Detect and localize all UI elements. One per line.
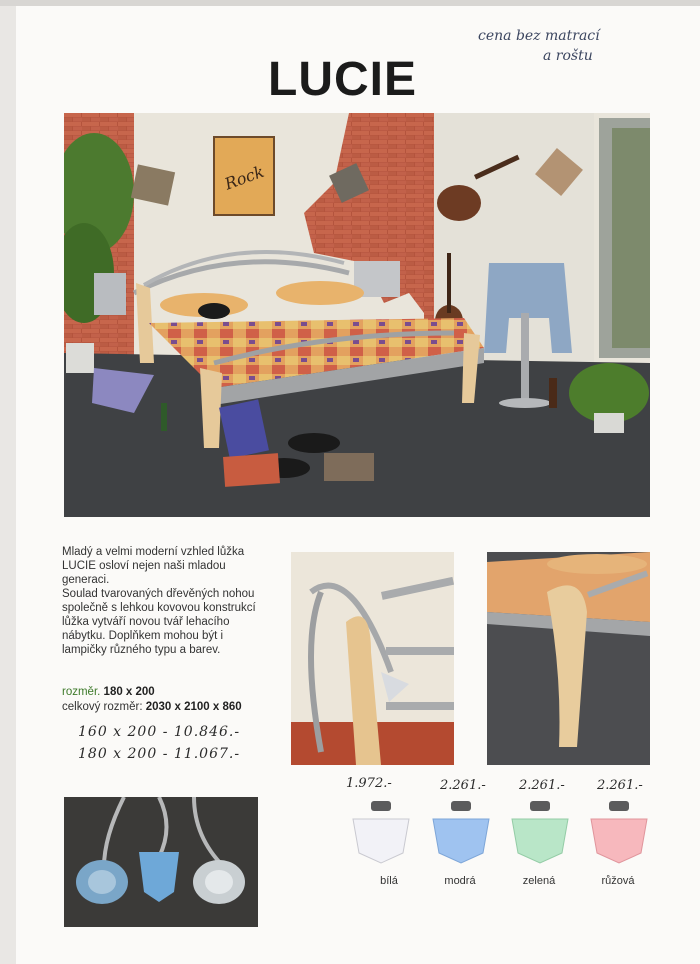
lamps-photo <box>64 797 258 927</box>
product-title: LUCIE <box>268 53 417 106</box>
size-value: 180 x 200 <box>103 686 155 698</box>
poster-text: Rock <box>222 161 267 194</box>
handwritten-note-line1: cena bez matrací <box>478 28 600 44</box>
description-para2: Soulad tvarovaných dřevěných nohou společně s lehkou kovovou konstrukcí lůžka vytváří novou tvář lehacího nábytku. Doplňkem mohou být i lampičky různého typu a barev. <box>62 588 256 656</box>
size-label: rozměr. <box>62 686 101 698</box>
main-bedroom-photo <box>64 113 650 517</box>
lamp-label-white: bílá <box>380 875 398 887</box>
lamp-price-blue: 2.261.- <box>440 778 486 793</box>
lamp-price-pink: 2.261.- <box>597 778 643 793</box>
lamp-price-green: 2.261.- <box>519 778 565 793</box>
description-para1: Mladý a velmi moderní vzhled lůžka LUCIE osloví nejen naši mladou generaci. <box>62 546 245 586</box>
headboard-detail-photo <box>291 552 454 765</box>
size-spec <box>62 686 155 698</box>
handwritten-size: 180 x 200 <box>78 746 158 762</box>
lamp-label-pink: růžová <box>601 875 635 887</box>
total-size-label: celkový rozměr: <box>62 701 143 713</box>
handwritten-note-line2: a roštu <box>543 48 593 64</box>
bedroom-illustration <box>64 113 650 517</box>
handwritten-price: 11.067.- <box>173 746 241 762</box>
bed-leg-illustration <box>487 552 650 765</box>
handwritten-price: 10.846.- <box>173 724 241 740</box>
total-size-value: 2030 x 2100 x 860 <box>145 701 242 713</box>
product-description <box>62 545 262 657</box>
headboard-illustration <box>291 552 454 765</box>
lamp-label-green: zelená <box>522 875 556 887</box>
handwritten-size: 160 x 200 <box>78 724 158 740</box>
handwritten-price-row-2: 180 x 200 - 11.067.- <box>78 746 241 762</box>
lamp-green-icon <box>504 797 576 869</box>
lamp-label-blue: modrá <box>444 875 476 887</box>
lamp-blue-icon <box>425 797 497 869</box>
lamp-price-white: 1.972.- <box>346 776 392 791</box>
lamps-illustration <box>64 797 258 927</box>
lamp-pink-icon <box>583 797 655 869</box>
bed-leg-detail-photo <box>487 552 650 765</box>
handwritten-price-row-1: 160 x 200 - 10.846.- <box>78 724 241 740</box>
total-size-spec <box>62 701 242 713</box>
lamp-white-icon <box>345 797 417 869</box>
